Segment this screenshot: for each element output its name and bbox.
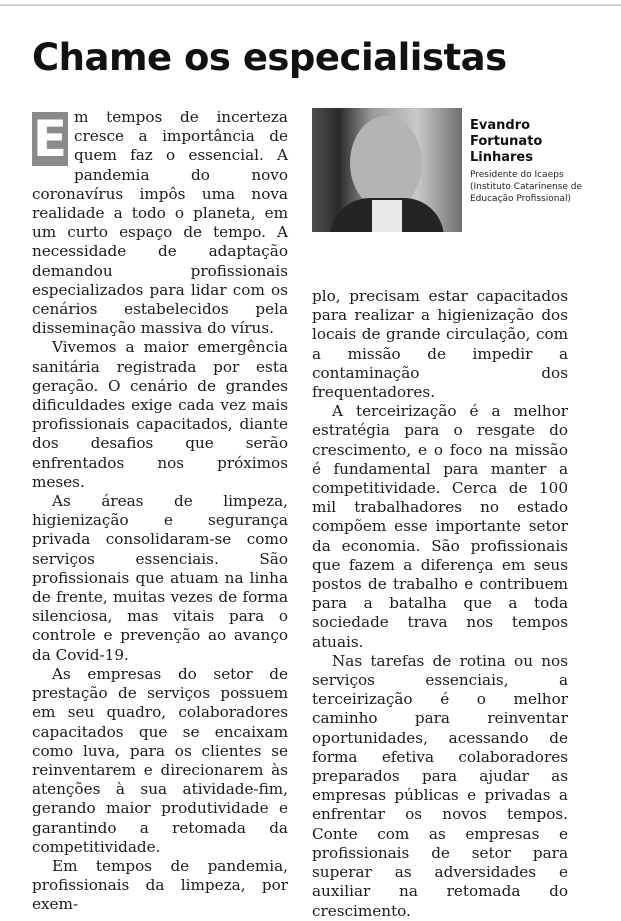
author-role-line: Presidente do Icaeps <box>470 170 564 180</box>
author-role-line: (Instituto Catarinense de <box>470 182 583 192</box>
article-paragraph: As áreas de limpeza, higienização e segurança privada consolidaram-se como serviços essenciais. São profissionais que atuam na linha de frente, muitas vezes de forma silenciosa, mas vitais para o controle e prevenção ao avanço da Covid-19. <box>32 492 288 664</box>
article-paragraph: Nas tarefas de rotina ou nos serviços essenciais, a terceirização é o melhor caminho para reinventar oportunidades, acessando de forma efetiva colaboradores preparados para ajudar as empresas públicas e privadas a enfrentar os novos tempos. Conte com as empresas e profissionais de setor para superar as adversidades e auxiliar na retomada do crescimento. <box>312 651 568 920</box>
author-photo <box>312 108 462 232</box>
article-paragraph: Vivemos a maior emergência sanitária registrada por esta geração. O cenário de grandes dificuldades exige cada vez mais profissionais capacitados, diante dos desafios que serão enfrentados nos próximos meses. <box>32 338 288 491</box>
author-name-line: Linhares <box>470 150 533 165</box>
article-paragraph: Em tempos de pandemia, profissionais da limpeza, por exem- <box>32 856 288 914</box>
author-box <box>470 118 610 205</box>
drop-cap: E <box>32 110 68 168</box>
article-paragraph: plo, precisam estar capacitados para realizar a higienização dos locais de grande circulação, com a missão de impedir a contaminação dos frequentadores. <box>312 287 568 402</box>
author-name <box>470 118 610 166</box>
author-role <box>470 169 610 205</box>
article-column-left <box>32 108 288 915</box>
article-title: Chame os especialistas <box>32 36 507 79</box>
author-photo-head <box>350 116 422 210</box>
article-column-right <box>312 287 568 921</box>
article-paragraph <box>32 108 288 338</box>
article-paragraph: A terceirização é a melhor estratégia para o resgate do crescimento, e o foco na missão é fundamental para manter a competitividade. Cerca de 100 mil trabalhadores no estado compõem esse importante setor da economia. São profissionais que fazem a diferença em seus postos de trabalho e contribuem para a batalha que a toda sociedade trava nos tempos atuais. <box>312 402 568 651</box>
author-photo-collar <box>372 200 402 232</box>
top-rule <box>0 4 621 6</box>
author-name-line: Fortunato <box>470 134 543 149</box>
author-role-line: Educação Profissional) <box>470 194 571 204</box>
paragraph-text: m tempos de incerteza cresce a importância de quem faz o essencial. A pandemia do novo coronavírus impôs uma nova realidade a todo o planeta, em um curto espaço de tempo. A necessidade de adaptação demandou profissionais especializados para lidar com os cenários estabelecidos pela disseminação massiva do vírus. <box>32 108 288 338</box>
article-paragraph: As empresas do setor de prestação de serviços possuem em seu quadro, colaboradores capacitados que se encaixam como luva, para os clientes se reinventarem e direcionarem às atenções à sua atividade-fim, gerando maior produtividade e garantindo a retomada da competitividade. <box>32 664 288 856</box>
author-name-line: Evandro <box>470 118 531 133</box>
